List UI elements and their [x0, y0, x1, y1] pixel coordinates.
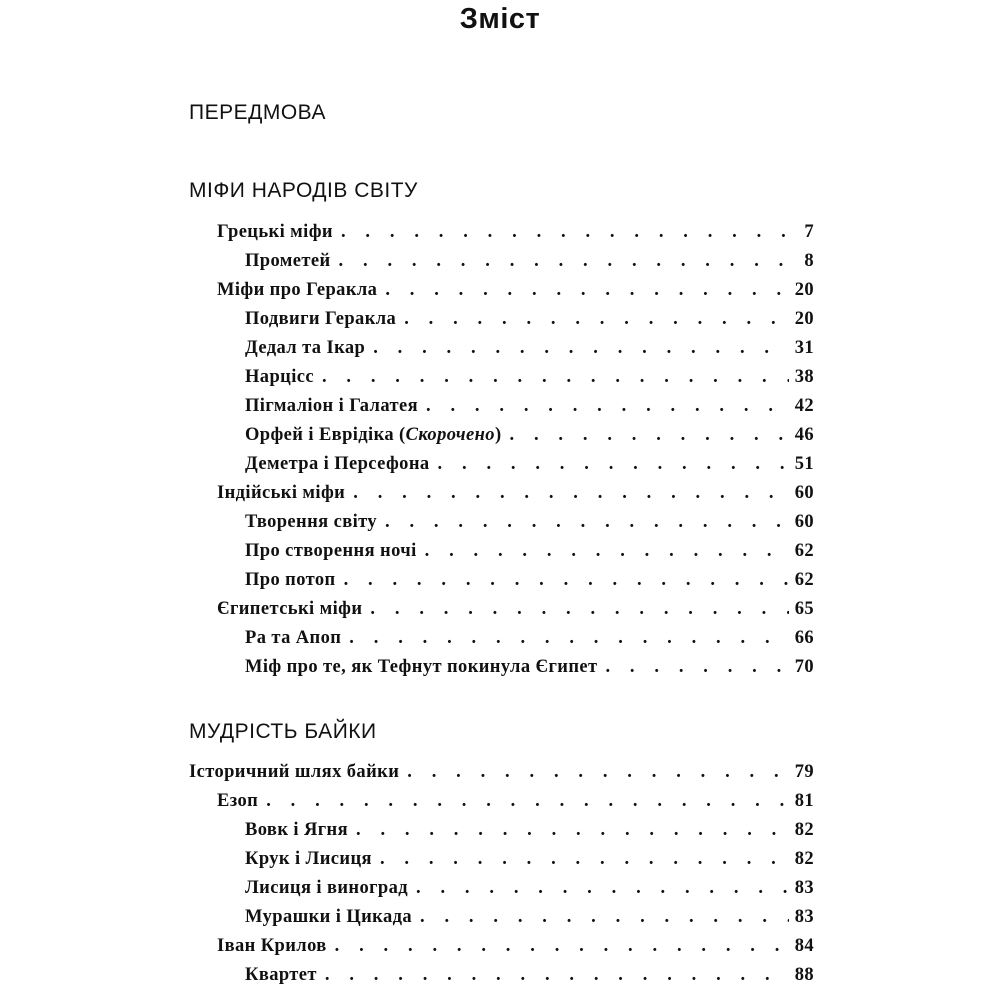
toc-entry-page: 31 — [794, 338, 814, 358]
toc-entry-title: Індійські міфи — [217, 483, 346, 503]
toc-entry-title: Деметра і Персефона — [245, 454, 430, 474]
toc-entry — [245, 541, 814, 570]
toc-entry-title: Іван Крилов — [217, 936, 327, 956]
toc-entry-title: Про потоп — [245, 570, 336, 590]
toc-entry-title: Крук і Лисиця — [245, 849, 372, 869]
toc-entry — [245, 396, 814, 425]
toc-entry — [189, 762, 814, 791]
dot-leader — [385, 512, 789, 533]
dot-leader — [370, 599, 788, 620]
dot-leader — [420, 907, 789, 928]
dot-leader — [407, 762, 788, 783]
toc-entry-title: Квартет — [245, 965, 317, 985]
toc-entry-page: 38 — [794, 367, 814, 387]
dot-leader — [425, 541, 789, 562]
dot-leader — [325, 965, 789, 986]
dot-leader — [339, 251, 799, 272]
toc-entry-page: 20 — [794, 280, 814, 300]
toc-entry — [217, 791, 814, 820]
toc-entry — [245, 251, 814, 280]
toc-entry-page: 62 — [794, 570, 814, 590]
toc-entry-page: 62 — [794, 541, 814, 561]
toc-entry-title: Вовк і Ягня — [245, 820, 348, 840]
toc-entry-title: Езоп — [217, 791, 259, 811]
toc-entry-title: Подвиги Геракла — [245, 309, 397, 329]
toc-entry — [245, 454, 814, 483]
toc-entry — [245, 965, 814, 994]
toc-entry-page: 60 — [794, 483, 814, 503]
toc-entry-page: 79 — [794, 762, 814, 782]
toc-entry-title-end: ) — [494, 425, 502, 445]
toc-entry-page: 65 — [794, 599, 814, 619]
toc-entry-page: 60 — [794, 512, 814, 532]
toc-entry-title: Про створення ночі — [245, 541, 417, 561]
toc-entry-page: 51 — [794, 454, 814, 474]
dot-leader — [349, 628, 788, 649]
section-heading-fables: МУДРІСТЬ БАЙКИ — [189, 720, 377, 743]
toc-entry — [245, 820, 814, 849]
section-heading-world-myths: МІФИ НАРОДІВ СВІТУ — [189, 179, 418, 202]
toc-entry — [245, 657, 814, 686]
dot-leader — [341, 222, 798, 243]
toc-entry — [245, 512, 814, 541]
toc-entry — [245, 628, 814, 657]
toc-entry-title: Лисиця і виноград — [245, 878, 409, 898]
dot-leader — [335, 936, 789, 957]
toc-entry-page: 70 — [794, 657, 814, 677]
toc-entry-title: Творення світу — [245, 512, 378, 532]
toc-entry-page: 42 — [794, 396, 814, 416]
toc-entry-page: 82 — [794, 849, 814, 869]
toc-entry-page: 8 — [804, 251, 814, 271]
dot-leader — [344, 570, 789, 591]
page-title: Зміст — [459, 3, 541, 35]
toc-entry-page: 46 — [794, 425, 814, 445]
toc-entry-title: Нарцісс — [245, 367, 314, 387]
dot-leader — [605, 657, 788, 678]
dot-leader — [380, 849, 789, 870]
toc-entry — [245, 367, 814, 396]
toc-entry-title: Прометей — [245, 251, 331, 271]
toc-entry — [245, 338, 814, 367]
dot-leader — [510, 425, 789, 446]
toc-entry-title: Міф про те, як Тефнут покинула Єгипет — [245, 657, 598, 677]
toc-entry-page: 81 — [794, 791, 814, 811]
toc-entry-title: Мурашки і Цикада — [245, 907, 413, 927]
toc-entry — [245, 878, 814, 907]
toc-entry — [217, 280, 814, 309]
toc-entry-page: 83 — [794, 907, 814, 927]
toc-entry — [245, 570, 814, 599]
toc-entry-title — [245, 425, 502, 446]
toc-entry — [217, 599, 814, 628]
toc-entry-page: 7 — [804, 222, 814, 242]
dot-leader — [353, 483, 788, 504]
dot-leader — [385, 280, 788, 301]
toc-entry-title: Пігмаліон і Галатея — [245, 396, 419, 416]
toc-entry-page: 82 — [794, 820, 814, 840]
dot-leader — [404, 309, 788, 330]
toc-entry — [217, 936, 814, 965]
toc-entry-title: Єгипетські міфи — [217, 599, 363, 619]
toc-entry-title: Міфи про Геракла — [217, 280, 378, 300]
toc-entry-page: 88 — [794, 965, 814, 985]
toc-entry — [245, 849, 814, 878]
dot-leader — [426, 396, 789, 417]
toc-entry-title: Історичний шлях байки — [189, 762, 400, 782]
toc-entry — [245, 907, 814, 936]
toc-entry — [217, 483, 814, 512]
toc-entry-page: 84 — [794, 936, 814, 956]
toc-entry-page: 20 — [794, 309, 814, 329]
toc-entry-title: Дедал та Ікар — [245, 338, 366, 358]
toc-entry-title-italic: Скорочено — [405, 425, 495, 445]
dot-leader — [373, 338, 788, 359]
section-heading-foreword: ПЕРЕДМОВА — [189, 101, 326, 124]
dot-leader — [356, 820, 789, 841]
toc-entry — [217, 222, 814, 251]
toc-entry-title-main: Орфей і Еврідіка ( — [245, 425, 406, 445]
toc-entry-page: 83 — [794, 878, 814, 898]
dot-leader — [416, 878, 789, 899]
toc-entry — [245, 425, 814, 454]
toc-entry-page: 66 — [794, 628, 814, 648]
toc-entry — [245, 309, 814, 338]
dot-leader — [266, 791, 789, 812]
toc-entry-title: Грецькі міфи — [217, 222, 333, 242]
toc-entry-title: Ра та Апоп — [245, 628, 342, 648]
dot-leader — [322, 367, 789, 388]
dot-leader — [438, 454, 789, 475]
